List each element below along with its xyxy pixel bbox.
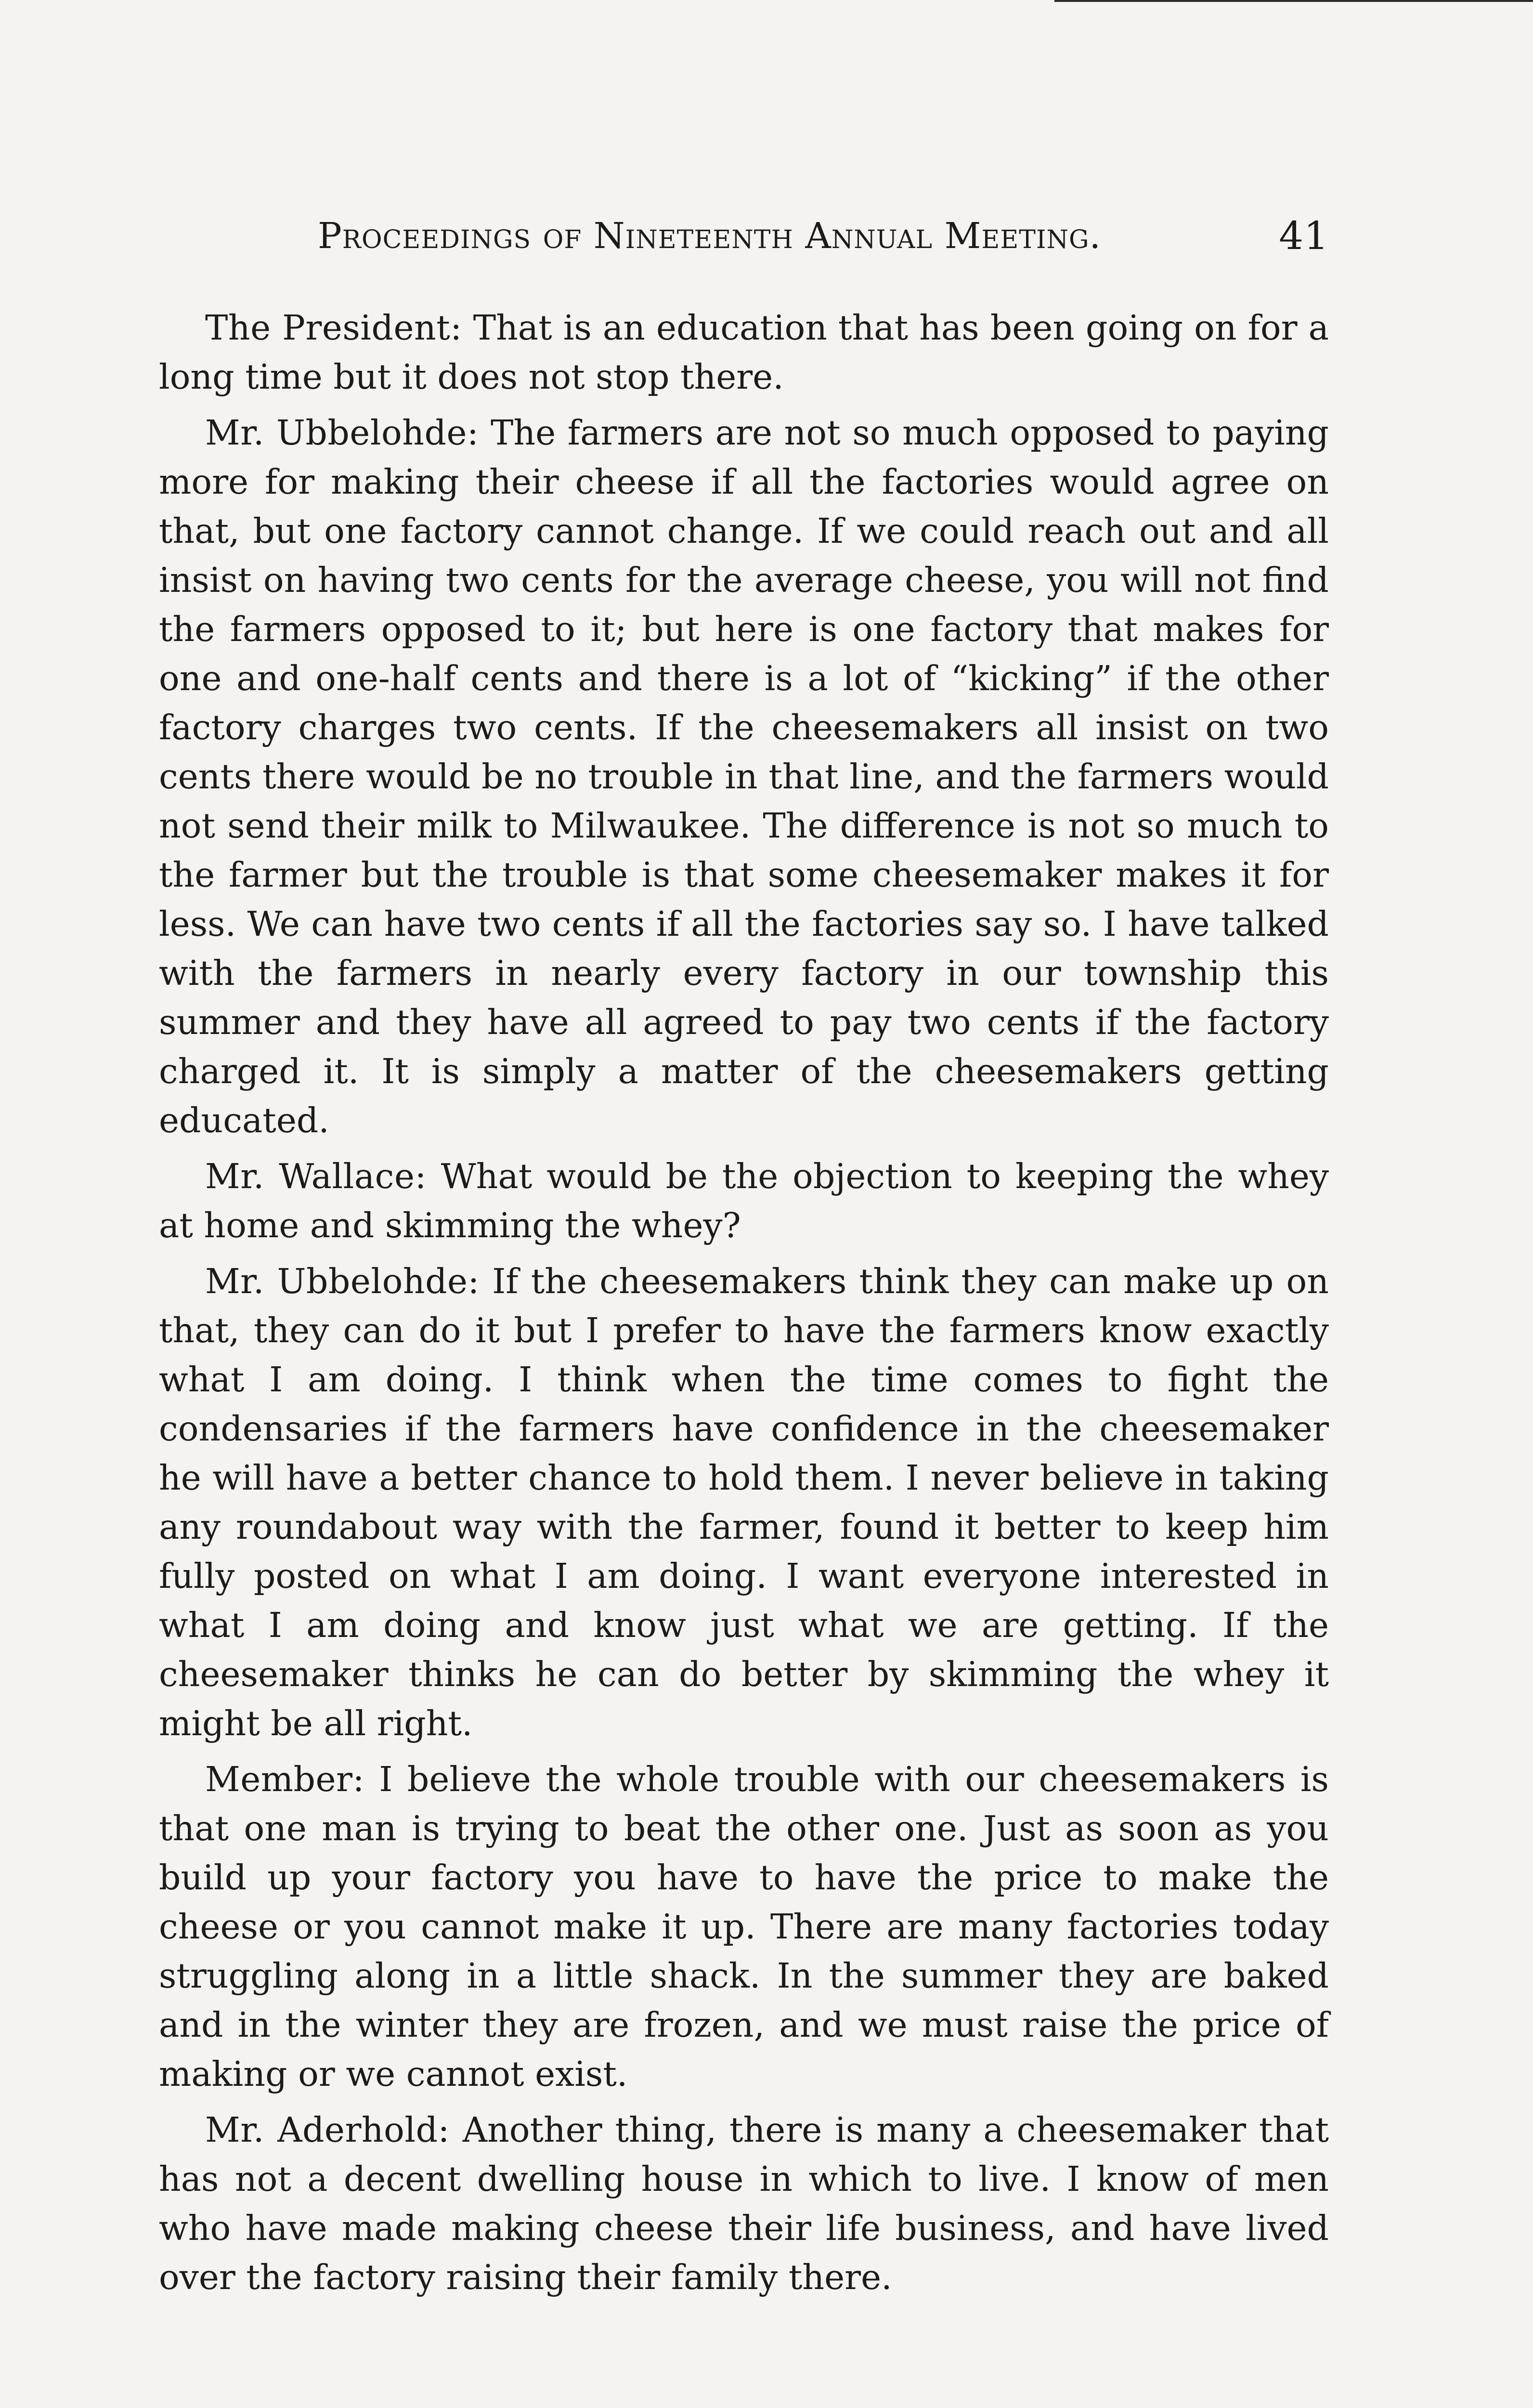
speaker-label: Mr. Aderhold: xyxy=(205,2110,450,2150)
paragraph-text: If the cheesemakers think they can make up on that, they can do it but I prefer to have the farmers know exactly what I am doing. I think when the time comes to fight the condensaries if the farmers have confidence in the cheesemaker he will have a better chance to hold them. I never believe in taking any roundabout way with the farmer, found it better to keep him fully posted on what I am doing. I want everyone interested in what I am doing and know just what we are getting. If the cheesemaker thinks he can do better by skimming the whey it might be all right. xyxy=(159,1261,1329,1743)
paragraph-text: That is an education that has been going on for a long time but it does not stop there. xyxy=(159,308,1329,397)
top-edge-rule xyxy=(1054,0,1533,2)
speaker-label: Mr. Wallace: xyxy=(205,1156,427,1196)
body-text xyxy=(159,303,1329,2302)
paragraph xyxy=(159,1152,1329,1250)
running-header xyxy=(159,202,1329,270)
paragraph xyxy=(159,2106,1329,2302)
speaker-label: The President: xyxy=(205,308,462,348)
paragraph-text: The farmers are not so much opposed to paying more for making their cheese if all the factories would agree on that, but one factory cannot change. If we could reach out and all insist on having two cents for the average cheese, you will not find the farmers opposed to it; but here is one factory that makes for one and one-half cents and there is a lot of “kicking” if the other factory charges two cents. If the cheesemakers all insist on two cents there would be no trouble in that line, and the farmers would not send their milk to Milwaukee. The difference is not so much to the farmer but the trouble is that some cheesemaker makes it for less. We can have two cents if all the factories say so. I have talked with the farmers in nearly every factory in our township this summer and they have all agreed to pay two cents if the factory charged it. It is simply a matter of the cheesemakers getting educated. xyxy=(159,413,1329,1140)
speaker-label: Mr. Ubbelohde: xyxy=(205,1261,480,1301)
paragraph xyxy=(159,303,1329,402)
paragraph xyxy=(159,1755,1329,2099)
speaker-label: Mr. Ubbelohde: xyxy=(205,413,479,453)
paragraph-text: What would be the objection to keeping the whey at home and skimming the whey? xyxy=(159,1156,1329,1245)
book-page xyxy=(159,202,1329,2398)
speaker-label: Member: xyxy=(205,1759,364,1799)
page-number: 41 xyxy=(1279,213,1329,258)
paragraph xyxy=(159,408,1329,1145)
paragraph-text: I believe the whole trouble with our cheesemakers is that one man is trying to beat the other one. Just as soon as you build up your factory you have to have the price to make the cheese or you cannot make it up. There are many factories today struggling along in a little shack. In the summer they are baked and in the winter they are frozen, and we must raise the price of making or we cannot exist. xyxy=(159,1759,1329,2094)
running-title: Proceedings of Nineteenth Annual Meeting. xyxy=(318,215,1102,257)
paragraph xyxy=(159,1257,1329,1748)
paragraph-text: Another thing, there is many a cheesemaker that has not a decent dwelling house in which to live. I know of men who have made making cheese their life business, and have lived over the factory raising their family there. xyxy=(159,2110,1329,2297)
